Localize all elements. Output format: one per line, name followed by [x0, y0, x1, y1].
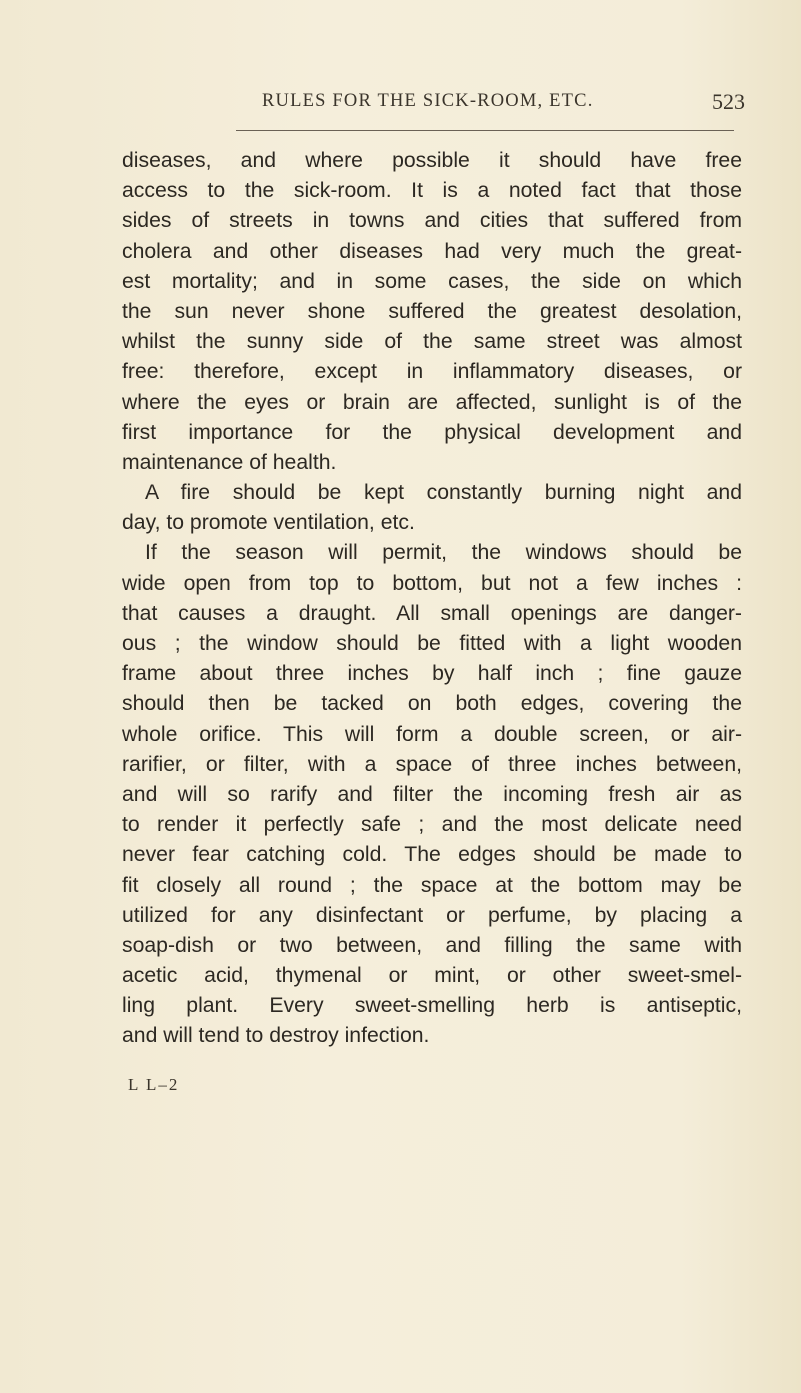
text-line: frame about three inches by half inch ; fine gauze: [122, 662, 742, 686]
text-line: that causes a draught. All small openings are danger-: [122, 601, 742, 625]
text-line: maintenance of health.: [122, 450, 337, 474]
header-rule: [236, 130, 734, 131]
page-header: [0, 89, 801, 121]
text-line: est mortality; and in some cases, the side on which: [122, 269, 742, 293]
text-line: sides of streets in towns and cities that suffered from: [122, 209, 742, 233]
text-line: whilst the sunny side of the same street was almost: [122, 330, 742, 354]
text-line: to render it perfectly safe ; and the most delicate need: [122, 813, 742, 837]
text-line: the sun never shone suffered the greatest desolation,: [122, 299, 742, 323]
text-line: A fire should be kept constantly burning night and: [145, 481, 742, 505]
page-number: 523: [712, 89, 745, 114]
text-line: utilized for any disinfectant or perfume, by placing a: [122, 903, 742, 927]
text-line: wide open from top to bottom, but not a few inches :: [122, 571, 742, 595]
text-line: rarifier, or filter, with a space of three inches between,: [122, 752, 742, 776]
text-line: ling plant. Every sweet-smelling herb is antiseptic,: [122, 994, 742, 1018]
text-line: ous ; the window should be fitted with a light wooden: [122, 632, 742, 655]
text-line: free: therefore, except in inflammatory diseases, or: [122, 360, 742, 384]
text-line: day, to promote ventilation, etc.: [122, 511, 415, 535]
text-line: first importance for the physical development and: [122, 420, 742, 444]
body-text: [122, 146, 742, 1052]
text-line: never fear catching cold. The edges should be made to: [122, 843, 742, 867]
signature-mark: L L–2: [128, 1075, 180, 1094]
text-line: cholera and other diseases had very much the great-: [122, 239, 742, 263]
text-line: soap-dish or two between, and filling the same with: [122, 933, 742, 957]
text-line: should then be tacked on both edges, covering the: [122, 692, 742, 716]
text-line: and will so rarify and filter the incoming fresh air as: [122, 782, 742, 806]
text-line: diseases, and where possible it should have free: [122, 149, 742, 172]
text-line: fit closely all round ; the space at the bottom may be: [122, 873, 742, 897]
text-line: If the season will permit, the windows should be: [145, 541, 742, 565]
text-line: and will tend to destroy infection.: [122, 1024, 430, 1048]
text-line: access to the sick-room. It is a noted fact that those: [122, 179, 742, 203]
text-line: whole orifice. This will form a double screen, or air-: [122, 722, 742, 746]
text-line: where the eyes or brain are affected, sunlight is of the: [122, 390, 742, 414]
text-line: acetic acid, thymenal or mint, or other sweet-smel-: [122, 964, 742, 988]
running-head: RULES FOR THE SICK-ROOM, ETC.: [262, 91, 594, 111]
